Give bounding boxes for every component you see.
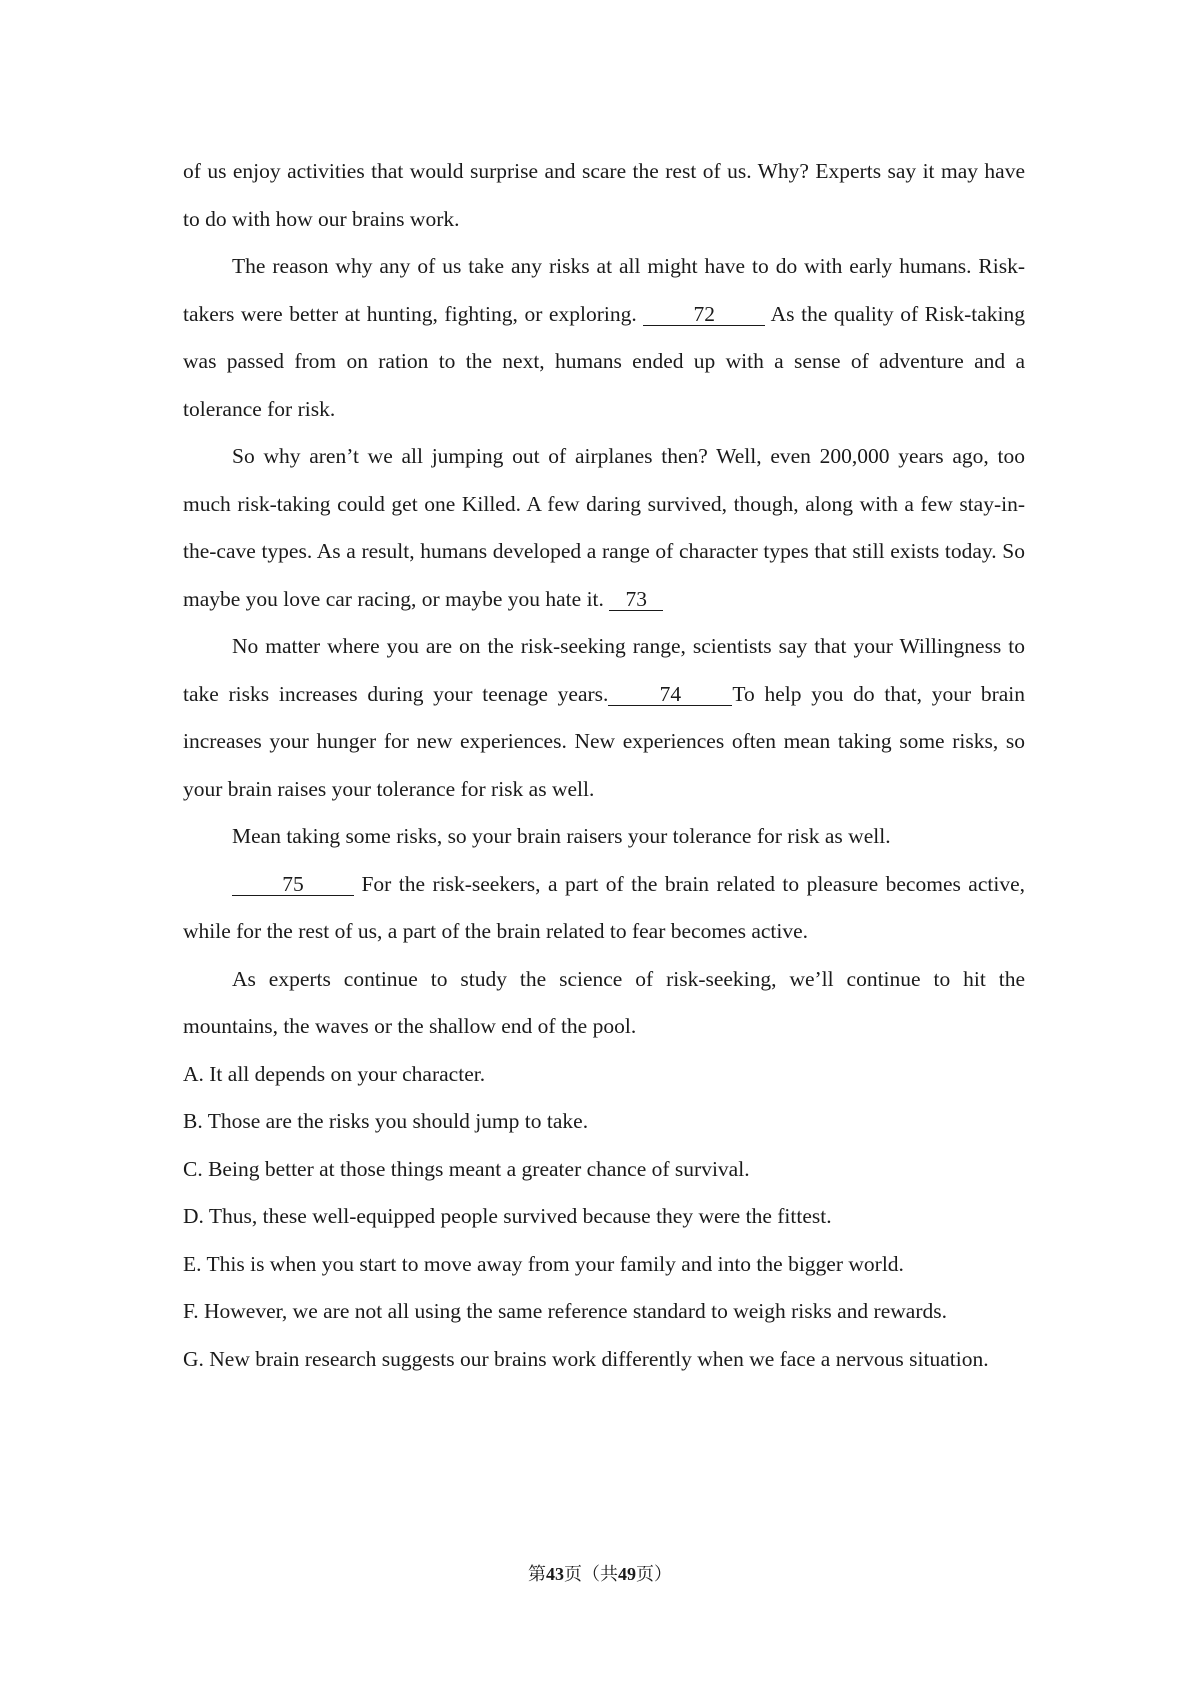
paragraph-5-text: Mean taking some risks, so your brain raisers your tolerance for risk as well. (232, 824, 891, 848)
option-b: B. Those are the risks you should jump to take. (183, 1109, 589, 1133)
blank-73: 73 (609, 588, 663, 611)
paragraph-6-text: For the risk-seekers, a part of the brain related to pleasure becomes active, while for the rest of us, a part of the brain related to fear becomes active. (183, 871, 1025, 943)
paragraph-3 (183, 433, 1025, 623)
paragraph-4-text-before: No matter where you are on the risk-seeking range, scientists say that your Willingness to take risks increases during your teenage years. (183, 634, 1025, 706)
blank-72: 72 (643, 303, 765, 326)
paragraph-4-text-after: To help you do that, your brain increases your hunger for new experiences. New experiences often mean taking some risks, so your brain raises your tolerance for risk as well. (183, 681, 1025, 801)
footer-prefix: 第 (528, 1564, 546, 1585)
footer-middle: 页（共 (564, 1564, 618, 1585)
footer-page-number: 43 (546, 1564, 564, 1584)
blank-75: 75 (232, 873, 354, 896)
document-body (183, 148, 1025, 1383)
option-c: C. Being better at those things meant a greater chance of survival. (183, 1156, 750, 1181)
paragraph-5 (183, 813, 1025, 861)
paragraph-6 (183, 861, 1025, 956)
paragraph-1-text: of us enjoy activities that would surprise and scare the rest of us. Why? Experts say it may have to do with how our brains work. (183, 159, 1025, 231)
paragraph-2-text-before: The reason why any of us take any risks at all might have to do with early humans. Risk-takers were better at hunting, fighting, or exploring. (183, 254, 1025, 326)
option-e: E. This is when you start to move away from your family and into the bigger world. (183, 1251, 904, 1276)
paragraph-7-text: As experts continue to study the science of risk-seeking, we’ll continue to hit the mountains, the waves or the shallow end of the pool. (183, 966, 1025, 1038)
paragraph-2 (183, 243, 1025, 433)
options-list (183, 1051, 1025, 1384)
option-f: F. However, we are not all using the same reference standard to weigh risks and rewards. (183, 1299, 947, 1323)
paragraph-1 (183, 148, 1025, 243)
paragraph-3-text: So why aren’t we all jumping out of airplanes then? Well, even 200,000 years ago, too much risk-taking could get one Killed. A few daring survived, though, along with a few stay-in-the-cave types. As a result, humans developed a range of character types that still exists today. So maybe you love car racing, or maybe you hate it. (183, 444, 1025, 611)
footer-total-pages: 49 (618, 1564, 636, 1584)
paragraph-4 (183, 623, 1025, 813)
footer-suffix: 页） (636, 1564, 672, 1585)
paragraph-7 (183, 956, 1025, 1051)
paragraph-2-text-after: As the quality of Risk-taking was passed from on ration to the next, humans ended up with a sense of adventure and a tolerance for risk. (183, 301, 1025, 421)
page-footer (0, 1560, 1200, 1586)
option-d: D. Thus, these well-equipped people survived because they were the fittest. (183, 1204, 832, 1228)
blank-74: 74 (608, 683, 732, 706)
option-a: A. It all depends on your character. (183, 1061, 486, 1086)
option-g: G. New brain research suggests our brains work differently when we face a nervous situation. (183, 1346, 989, 1371)
